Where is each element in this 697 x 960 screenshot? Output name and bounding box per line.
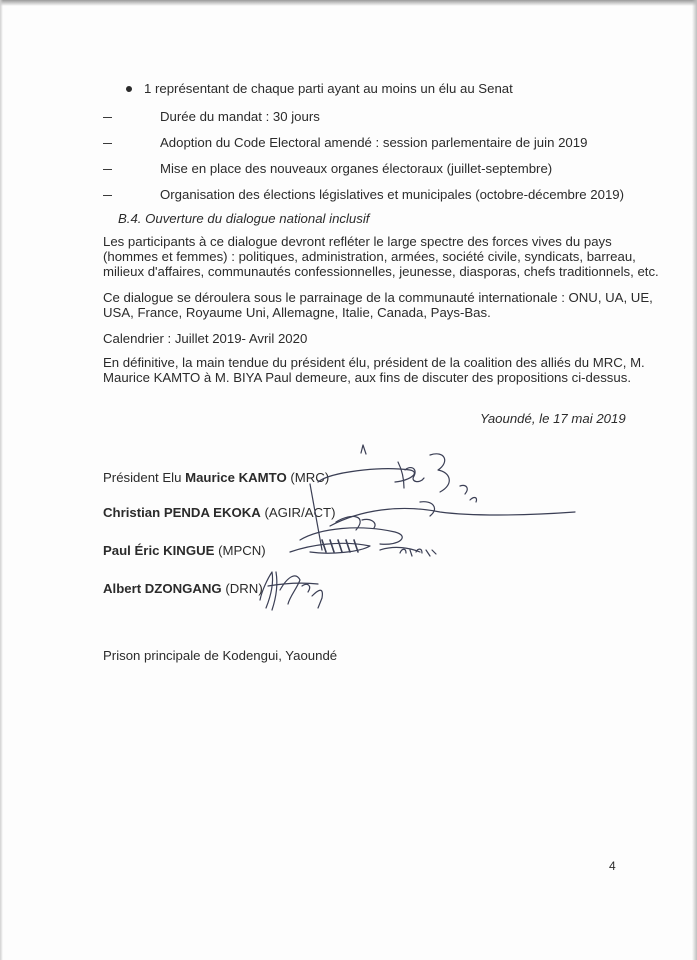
- signatory-3-party: (MPCN): [214, 543, 266, 558]
- dash-item-3: Mise en place des nouveaux organes électoraux (juillet-septembre): [160, 161, 553, 176]
- section-heading: B.4. Ouverture du dialogue national inclusif: [118, 211, 370, 226]
- paragraph1-line3: milieux d'affaires, communautés confessionnelles, jeunesse, diasporas, chefs traditionnels, etc.: [103, 264, 659, 279]
- signature-kamto: [318, 445, 477, 502]
- location-line: Prison principale de Kodengui, Yaoundé: [103, 648, 338, 663]
- dash-item-2: Adoption du Code Electoral amendé : session parlementaire de juin 2019: [160, 135, 588, 150]
- paragraph1-line2: (hommes et femmes) : politiques, administration, armées, société civile, syndicats, barreau,: [103, 249, 636, 264]
- signatory-2-party: (AGIR/ACT): [260, 505, 336, 520]
- dash-item-4: Organisation des élections législatives et municipales (octobre-décembre 2019): [160, 187, 625, 202]
- signatory-4-name: Albert DZONGANG: [103, 581, 222, 596]
- page-number: 4: [609, 859, 616, 873]
- signature-penda-ekoka: [300, 484, 575, 550]
- paragraph2-line2: USA, France, Royaume Uni, Allemagne, Italie, Canada, Pays-Bas.: [103, 305, 491, 320]
- bullet-item: 1 représentant de chaque parti ayant au moins un élu au Senat: [144, 81, 513, 96]
- signatory-2-name: Christian PENDA EKOKA: [103, 505, 261, 520]
- signature-dzongang: [260, 572, 322, 610]
- signatory-1-party: (MRC): [286, 470, 330, 485]
- paragraph3-line2: Maurice KAMTO à M. BIYA Paul demeure, aux fins de discuter des propositions ci-dessus.: [103, 370, 631, 385]
- paragraph2-line1: Ce dialogue se déroulera sous le parrainage de la communauté internationale : ONU, UA, UE,: [103, 290, 653, 305]
- signature-kingue: [290, 540, 436, 556]
- signatory-1-prefix: Président Elu: [103, 470, 186, 485]
- signatory-1-name: Maurice KAMTO: [185, 470, 287, 485]
- signatory-3-name: Paul Éric KINGUE: [103, 543, 215, 558]
- paragraph3-line1: En définitive, la main tendue du président élu, président de la coalition des alliés du MRC, M.: [103, 355, 645, 370]
- calendar-line: Calendrier : Juillet 2019- Avril 2020: [103, 331, 308, 346]
- place-date: Yaoundé, le 17 mai 2019: [480, 411, 626, 426]
- signatory-4-party: (DRN): [221, 581, 263, 596]
- dash-item-1: Durée du mandat : 30 jours: [160, 109, 320, 124]
- paragraph1-line1: Les participants à ce dialogue devront refléter le large spectre des forces vives du pays: [103, 234, 612, 249]
